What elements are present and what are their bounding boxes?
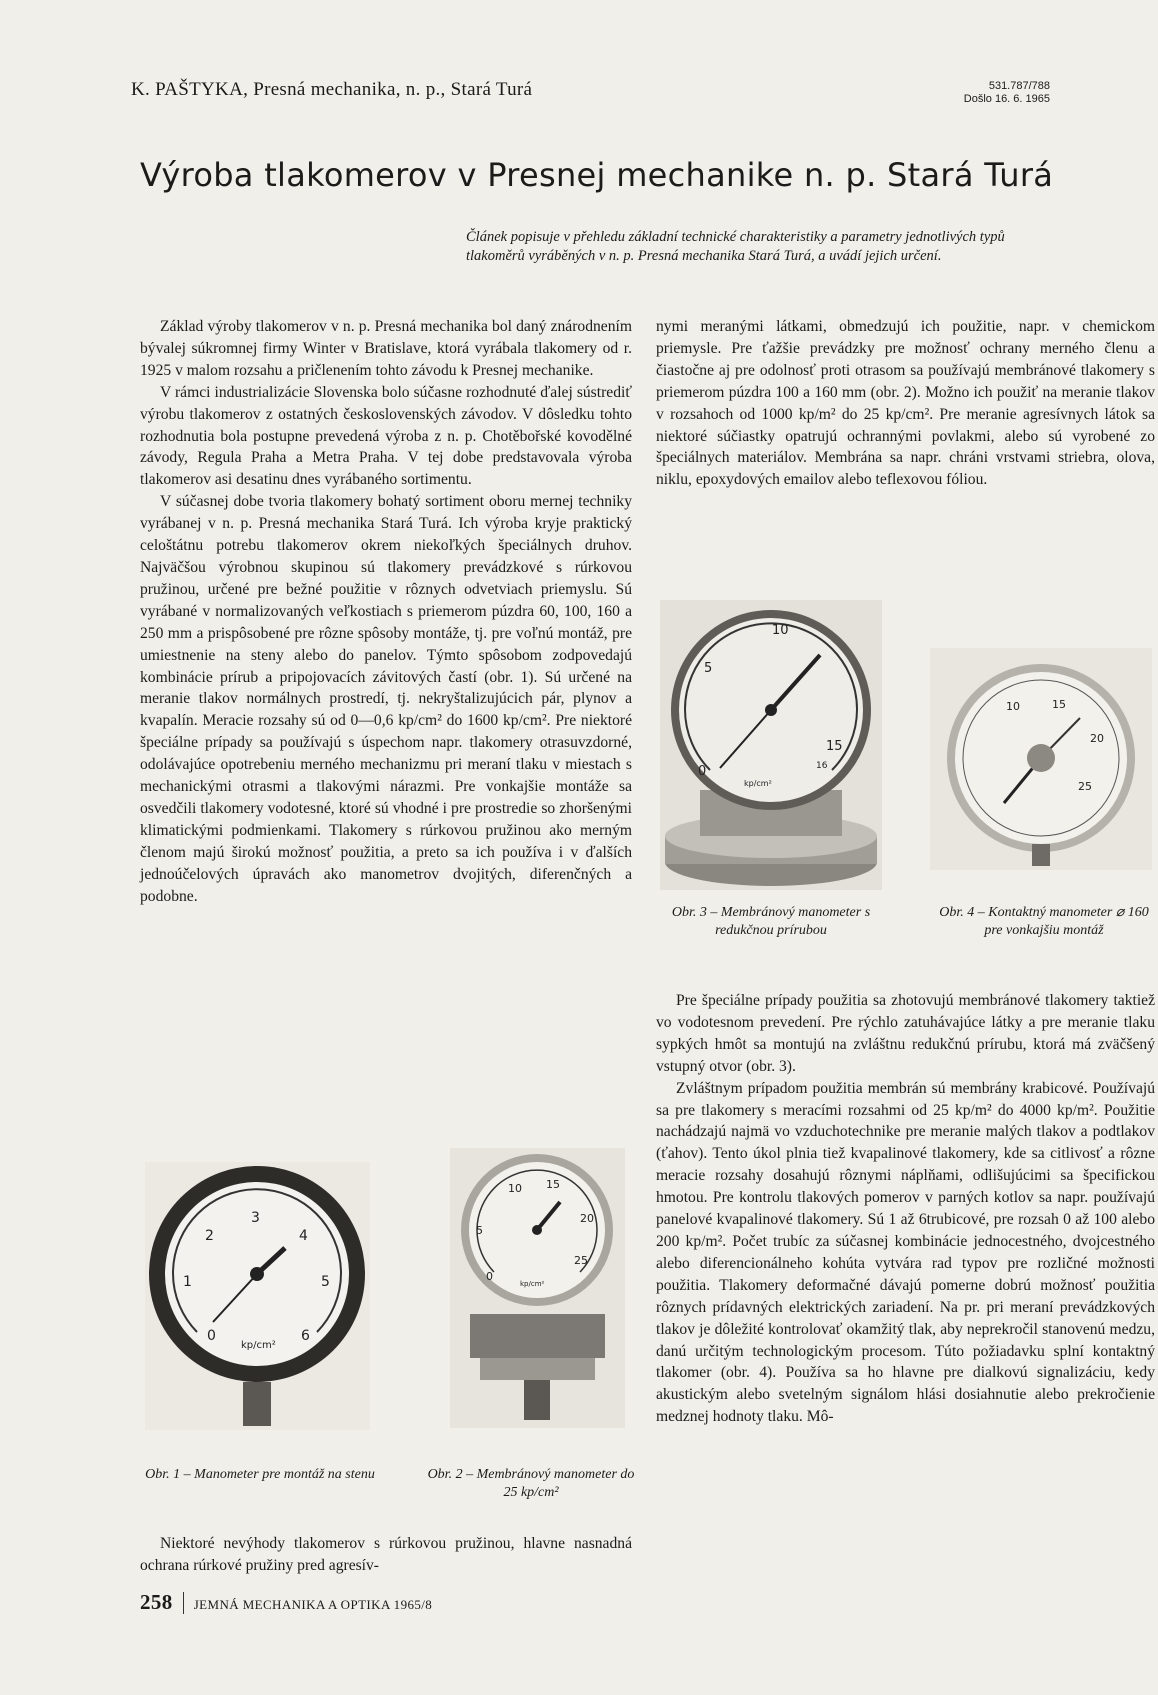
tick-label: 3 <box>251 1210 260 1226</box>
figure-2-photo <box>450 1148 625 1428</box>
classification <box>964 80 1050 106</box>
tick-label: 15 <box>546 1178 560 1191</box>
figure-4-caption: Obr. 4 – Kontaktný manometer ⌀ 160 pre vonkajšiu montáž <box>939 905 1149 938</box>
paragraph: Pre špeciálne prípady použitia sa zhotovujú membránové tlakomery taktiež vo vodotesnom prevedení. Pre rýchlo zatuhávajúce látky a pre meranie tlaku sypkých hmôt sa montujú na zvláštnu redukčnú prírubu, ktorá má zväčšený vstupný otvor (obr. 3). <box>656 992 1155 1075</box>
paragraph: Niektoré nevýhody tlakomerov s rúrkovou pružinou, hlavne nasnadná ochrana rúrkové pružiny pred agresív- <box>140 1535 632 1574</box>
tick-label: 4 <box>299 1228 308 1244</box>
right-column-top <box>656 316 1155 491</box>
tick-label: 25 <box>1078 780 1092 793</box>
tick-label: 6 <box>301 1328 310 1344</box>
unit-label: kp/cm² <box>241 1340 276 1351</box>
wall-manometer-illustration <box>145 1162 370 1430</box>
tick-label: 0 <box>698 764 707 779</box>
tick-label: 2 <box>205 1228 214 1244</box>
paragraph: V rámci industrializácie Slovenska bolo súčasne rozhodnuté ďalej sústrediť výrobu tlakomerov z ostatných československých závodov. V dôsledku tohto rozhodnutia bola postupne prevedená výroba z n. p. Chotěbořské kovodělné závody, Regula Praha a Metra Praha. V tej dobe predstavovala výroba tlakomerov asi desatinu dnes vyrábaného sortimentu. <box>140 383 632 489</box>
tick-label: 20 <box>580 1212 594 1225</box>
footer-divider <box>183 1592 184 1614</box>
tick-label: 0 <box>486 1270 493 1283</box>
tick-label: 5 <box>321 1274 330 1290</box>
tick-label: 10 <box>508 1182 522 1195</box>
tick-label: 16 <box>816 761 828 771</box>
abstract: Článek popisuje v přehledu základní technické charakteristiky a parametry jednotlivých typů tlakoměrů vyráběných v n. p. Presná mechanika Stará Turá, a uvádí jejich určení. <box>466 229 1005 264</box>
author-line: K. PAŠTYKA, Presná mechanika, n. p., Stará Turá <box>131 79 533 100</box>
membrane-gauge-flange-illustration <box>660 600 882 890</box>
right-column-bottom <box>656 990 1155 1428</box>
figure-4-photo <box>930 648 1152 870</box>
figure-3-photo <box>660 600 882 890</box>
unit-label: kp/cm² <box>520 1280 545 1288</box>
left-column <box>140 316 632 907</box>
paragraph: nymi meranými látkami, obmedzujú ich použitie, napr. v chemickom priemysle. Pre ťažšie prevádzky pre možnosť ochrany merného členu a čiastočne aj pre odolnosť proti otrasom sa používajú membránové tlakomery s priemerom púzdra 100 a 160 mm (obr. 2). Možno ich použiť na meranie tlakov v rozsahoch od 1000 kp/m² do 25 kp/cm². Pre meranie agresívnych látok sa niektoré súčiastky opatrujú ochrannými povlakmi, alebo sú vyrobené zo špeciálnych materiálov. Membrána sa napr. chráni vrstvami striebra, olova, niklu, epoxydových emailov alebo teflexovou fóliou. <box>656 318 1155 489</box>
page-number: 258 <box>140 1590 173 1614</box>
page-footer <box>140 1590 432 1615</box>
udc-code: 531.787/788 <box>988 80 1050 92</box>
left-column-end <box>140 1533 632 1577</box>
tick-label: 1 <box>183 1274 192 1290</box>
tick-label: 5 <box>476 1224 483 1237</box>
journal-name: JEMNÁ MECHANIKA A OPTIKA 1965/8 <box>193 1597 433 1612</box>
tick-label: 0 <box>207 1328 216 1344</box>
tick-label: 10 <box>1006 700 1020 713</box>
paragraph: V súčasnej dobe tvoria tlakomery bohatý sortiment oboru mernej techniky vyrábanej v n. p. Presná mechanika Stará Turá. Ich výroba kryje praktický celoštátnu potrebu tlakomerov okrem niekoľkých špeciálnych druhov. Najväčšou výrobnou skupinou sú tlakomery prevádzkové s rúrkovou pružinou, určené pre bežné použitie v rôznych odvetviach priemyslu. Sú vyrábané v normalizovaných veľkostiach s priemerom púzdra 60, 100, 160 a 250 mm a prispôsobené pre rôzne spôsoby montáže, tj. pre voľnú montáž, pre umiestnenie na steny alebo do panelov. Týmto spôsobom zodpovedajú kombinácie prírub a pripojovacích závitových častí (obr. 1). Sú určené na meranie tlakov normálnych prostredí, tj. nekryštalizujúcich pár, plynov a kvapalín. Meracie rozsahy sú od 0—0,6 kp/cm² do 1600 kp/cm². Pre niektoré špeciálne prípady sa používajú s úspechom napr. tlakomery otrasuvzdorné, odolávajúce opotrebeniu merného mechanizmu pri meraní tlaku v miestach s mechanickými otrasmi a tlakovými nárazmi. Pre vonkajšie montáže sa osvedčili tlakomery vodotesné, ktoré sú vhodné i pre prostredie so zhoršenými klimatickými podmienkami. Tlakomery s rúrkovou pružinou ako merným členom majú širokú možnosť použitia, a preto sa ich používa i v ďalších jednoúčelových úpravách ako manometrov dvojitých, diferenčných a podobne. <box>140 493 632 905</box>
tick-label: 10 <box>772 623 789 638</box>
article-title: Výroba tlakomerov v Presnej mechanike n. p. Stará Turá <box>140 156 1054 194</box>
figure-1-caption: Obr. 1 – Manometer pre montáž na stenu <box>145 1467 375 1482</box>
received-date: Došlo 16. 6. 1965 <box>963 93 1050 105</box>
tick-label: 5 <box>704 661 713 676</box>
tick-label: 25 <box>574 1254 588 1267</box>
figure-1-photo <box>145 1162 370 1430</box>
paragraph: Základ výroby tlakomerov v n. p. Presná mechanika bol daný znárodnením bývalej súkromnej firmy Winter v Bratislave, ktorá vyrábala tlakomery od r. 1925 v malom rozsahu a pričlenením tohto závodu k Presnej mechanike. <box>140 318 632 379</box>
membrane-manometer-illustration <box>450 1148 625 1428</box>
figure-3-caption: Obr. 3 – Membránový manometer s redukčnou prírubou <box>671 905 871 938</box>
tick-label: 15 <box>826 739 843 754</box>
figure-2-caption: Obr. 2 – Membránový manometer do 25 kp/cm² <box>427 1467 635 1500</box>
tick-label: 15 <box>1052 698 1066 711</box>
tick-label: 20 <box>1090 732 1104 745</box>
contact-manometer-illustration <box>930 648 1152 870</box>
paragraph: Zvláštnym prípadom použitia membrán sú membrány krabicové. Používajú sa pre tlakomery s meracími rozsahmi od 25 kp/m² do 4000 kp/m². Použitie nachádzajú najmä vo vzduchotechnike pre meranie malých tlakov a podtlakov (ťahov). Tento úkol plnia tiež kvapalinové tlakomery, kde sa citlivosť a rôzne meracie rozsahy dosahujú rôznymi náplňami, odlišujúcimi sa špecifickou hmotou. Pre kontrolu tlakových pomerov v parných kotlov sa napr. používajú panelové kvapalinové tlakomery. Sú 1 až 6trubicové, pre rozsah 0 až 100 alebo 200 kp/m². Počet trubíc za súčasnej kombinácie jednocestného, dvojcestného alebo diferencionálneho kohúta vytvára rad typov pre rozličné možnosti použitia. Tlakomery deformačné dávajú pomerne dobrú možnosť použitia rôznych prídavných elektrických zariadení. Na pr. pri meraní prevádzkových tlakov je dôležité kontrolovať okamžitý tlak, aby neprekročil stanovenú medzu, danú určitým technologickým procesom. Túto požiadavku splní kontaktný tlakomer (obr. 4). Používa sa ho hlavne pre dialkovú signalizáciu, kedy akustickým alebo svetelným signálom hlási dosiahnutie alebo prekročienie medznej hodnoty tlaku. Mô- <box>656 1079 1155 1426</box>
unit-label: kp/cm² <box>744 779 772 788</box>
